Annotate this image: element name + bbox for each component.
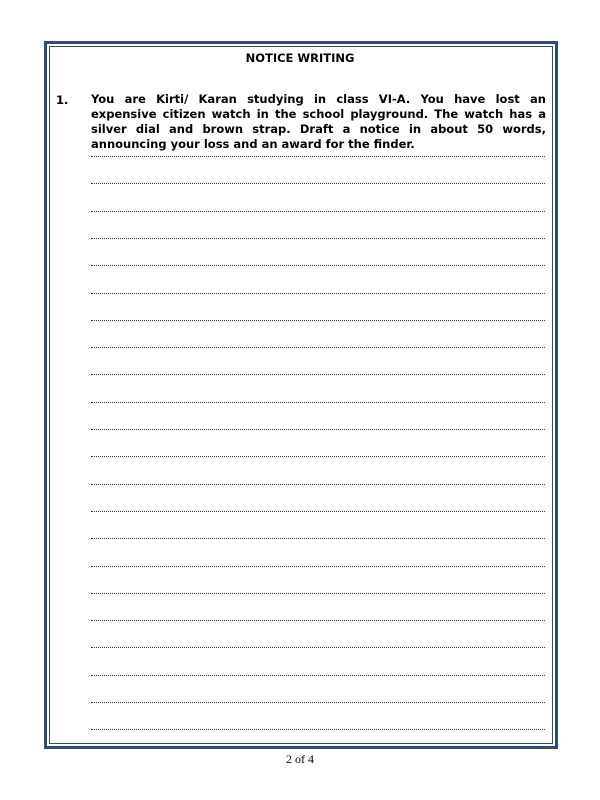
answer-line [91, 347, 545, 348]
answer-line [91, 456, 545, 457]
question-text: You are Kirti/ Karan studying in class VI-A. You have lost an expensive citizen watch in the school playground. The watch has a silver dial and brown strap. Draft a notice in about 50 words, announcing your loss and an award for the finder. [91, 92, 546, 151]
answer-line [91, 156, 545, 157]
answer-line [91, 183, 545, 184]
answer-line [91, 293, 545, 294]
answer-line [91, 702, 545, 703]
answer-line [91, 265, 545, 266]
answer-line [91, 320, 545, 321]
question-number: 1. [56, 93, 69, 107]
answer-line [91, 647, 545, 648]
page-title: NOTICE WRITING [245, 51, 355, 65]
answer-line [91, 729, 545, 730]
answer-line [91, 484, 545, 485]
answer-line [91, 593, 545, 594]
answer-line [91, 566, 545, 567]
answer-line [91, 429, 545, 430]
page-number: 2 of 4 [286, 752, 314, 766]
answer-line [91, 211, 545, 212]
answer-line [91, 511, 545, 512]
answer-line [91, 538, 545, 539]
answer-line [91, 402, 545, 403]
answer-line [91, 620, 545, 621]
answer-line [91, 374, 545, 375]
answer-line [91, 675, 545, 676]
answer-line [91, 238, 545, 239]
